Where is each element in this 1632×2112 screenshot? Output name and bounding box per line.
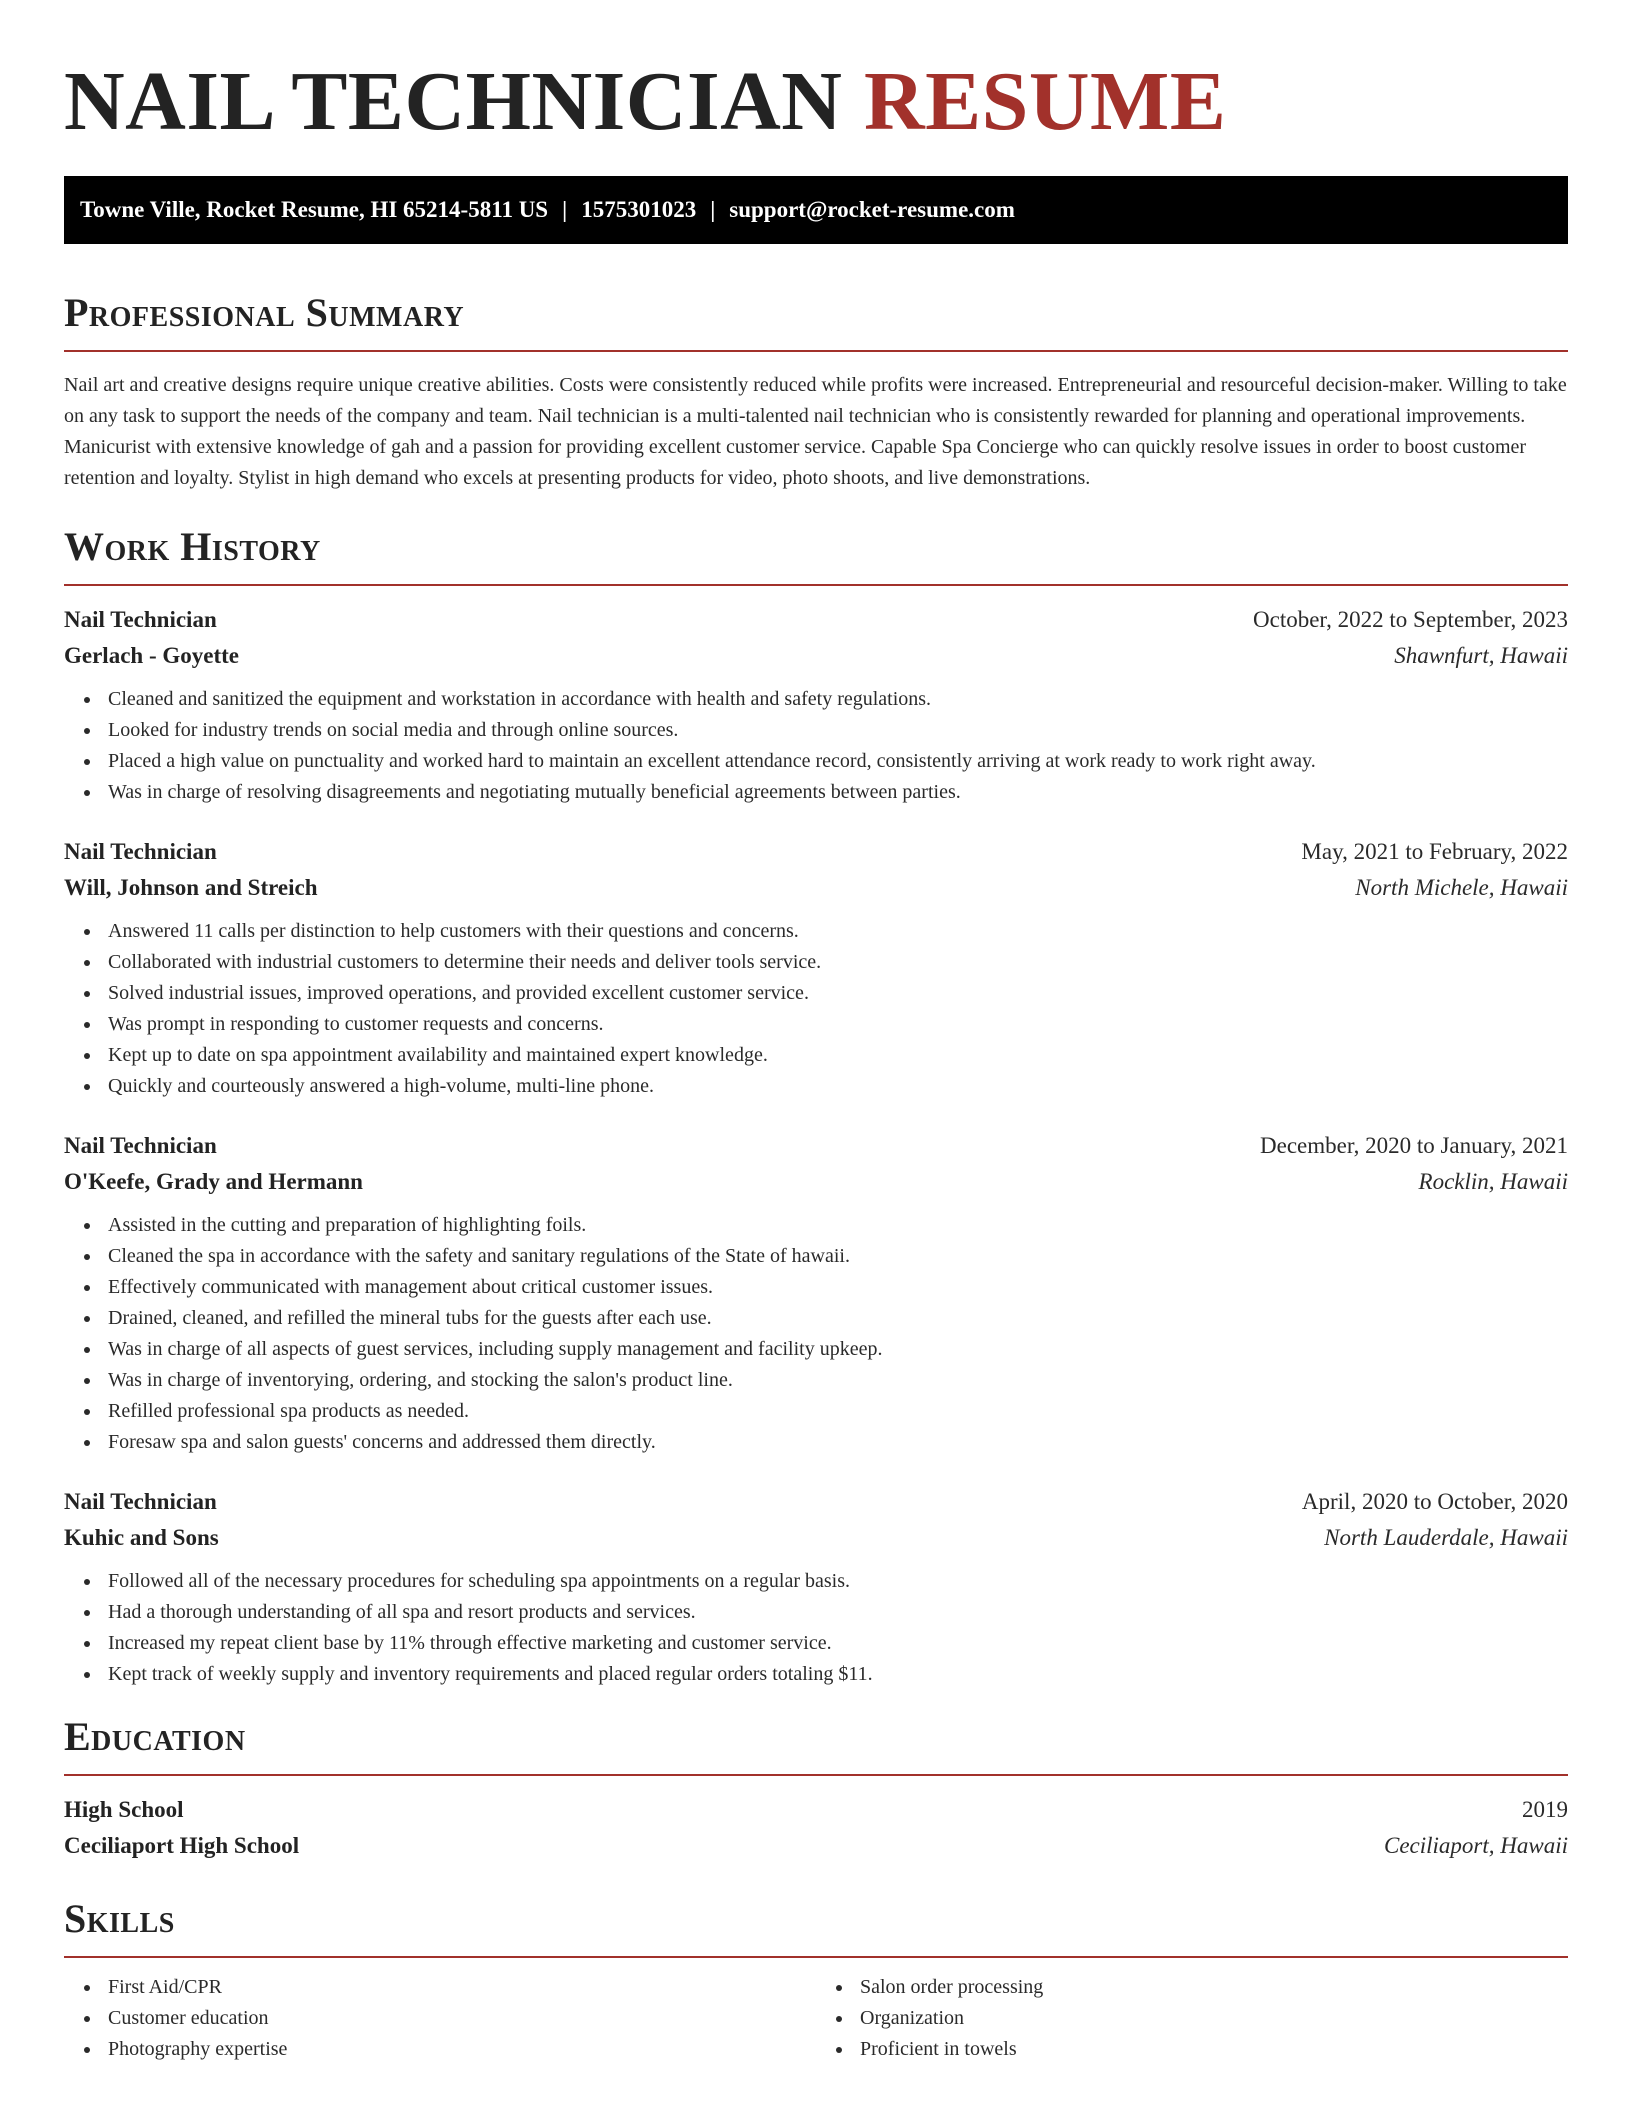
education-section	[64, 1712, 1568, 1864]
job-company-row	[64, 870, 1568, 906]
job-title: Nail Technician	[64, 607, 217, 632]
summary-section	[64, 288, 1568, 494]
skill-item: First Aid/CPR	[108, 1972, 816, 2003]
job-company-row	[64, 638, 1568, 674]
job-dates: May, 2021 to February, 2022	[1301, 839, 1568, 864]
job-entry	[64, 602, 1568, 808]
job-title: Nail Technician	[64, 1489, 217, 1514]
work-history-section	[64, 522, 1568, 1690]
job-company: Will, Johnson and Streich	[64, 875, 318, 900]
skill-item: Proficient in towels	[860, 2034, 1568, 2065]
education-degree: High School	[64, 1797, 184, 1822]
resume-title	[64, 0, 1568, 152]
job-title: Nail Technician	[64, 839, 217, 864]
job-company: O'Keefe, Grady and Hermann	[64, 1169, 363, 1194]
skills-list-left	[64, 1972, 816, 2065]
job-dates: December, 2020 to January, 2021	[1260, 1133, 1568, 1158]
job-duty-item: Foresaw spa and salon guests' concerns and addressed them directly.	[108, 1427, 1568, 1458]
contact-separator: |	[710, 197, 716, 222]
job-duty-item: Effectively communicated with management about critical customer issues.	[108, 1272, 1568, 1303]
job-duty-item: Looked for industry trends on social media and through online sources.	[108, 715, 1568, 746]
job-entry	[64, 1128, 1568, 1458]
title-main: NAIL TECHNICIAN	[64, 55, 843, 148]
job-duty-item: Cleaned and sanitized the equipment and workstation in accordance with health and safety regulations.	[108, 684, 1568, 715]
job-company-row	[64, 1164, 1568, 1200]
section-divider	[64, 584, 1568, 586]
job-duty-item: Cleaned the spa in accordance with the safety and sanitary regulations of the State of hawaii.	[108, 1241, 1568, 1272]
job-list	[64, 602, 1568, 1690]
section-divider	[64, 1956, 1568, 1958]
contact-bar	[64, 176, 1568, 244]
education-row	[64, 1828, 1568, 1864]
skills-heading: Skills	[64, 1896, 175, 1941]
skills-grid	[64, 1972, 1568, 2065]
job-location: North Lauderdale, Hawaii	[1324, 1525, 1568, 1550]
job-duties-list	[64, 1566, 1568, 1690]
job-duties-list	[64, 916, 1568, 1102]
education-location: Ceciliaport, Hawaii	[1384, 1833, 1568, 1858]
education-year: 2019	[1522, 1797, 1568, 1822]
job-header-row	[64, 1484, 1568, 1520]
skills-column-left	[64, 1972, 816, 2065]
contact-phone: 1575301023	[581, 197, 697, 222]
job-duty-item: Refilled professional spa products as needed.	[108, 1396, 1568, 1427]
job-duty-item: Kept track of weekly supply and inventory requirements and placed regular orders totaling $11.	[108, 1659, 1568, 1690]
job-duty-item: Quickly and courteously answered a high-volume, multi-line phone.	[108, 1071, 1568, 1102]
job-duty-item: Was prompt in responding to customer requests and concerns.	[108, 1009, 1568, 1040]
job-duty-item: Placed a high value on punctuality and worked hard to maintain an excellent attendance record, consistently arriving at work ready to work right away.	[108, 746, 1568, 777]
job-duty-item: Solved industrial issues, improved operations, and provided excellent customer service.	[108, 978, 1568, 1009]
job-company-row	[64, 1520, 1568, 1556]
skill-item: Customer education	[108, 2003, 816, 2034]
job-dates: April, 2020 to October, 2020	[1301, 1489, 1568, 1514]
job-entry	[64, 834, 1568, 1102]
summary-text: Nail art and creative designs require unique creative abilities. Costs were consistently reduced while profits were increased. Entrepreneurial and resourceful decision-maker. Willing to take on any task to support the needs of the company and team. Nail technician is a multi-talented nail technician who is consistently rewarded for planning and operational improvements. Manicurist with extensive knowledge of gah and a passion for providing excellent customer service. Capable Spa Concierge who can quickly resolve issues in order to boost customer retention and loyalty. Stylist in high demand who excels at presenting products for video, photo shoots, and live demonstrations.	[64, 374, 1567, 489]
skill-item: Salon order processing	[860, 1972, 1568, 2003]
section-divider	[64, 350, 1568, 352]
work-history-heading: Work History	[64, 524, 321, 569]
job-company: Gerlach - Goyette	[64, 643, 239, 668]
contact-address: Towne Ville, Rocket Resume, HI 65214-5811 US	[80, 197, 549, 222]
job-duty-item: Was in charge of inventorying, ordering, and stocking the salon's product line.	[108, 1365, 1568, 1396]
skill-item: Organization	[860, 2003, 1568, 2034]
skills-list-right	[816, 1972, 1568, 2065]
education-entry	[64, 1792, 1568, 1864]
job-duty-item: Was in charge of all aspects of guest services, including supply management and facility upkeep.	[108, 1334, 1568, 1365]
job-duty-item: Kept up to date on spa appointment availability and maintained expert knowledge.	[108, 1040, 1568, 1071]
job-location: Shawnfurt, Hawaii	[1394, 643, 1568, 668]
contact-separator: |	[562, 197, 568, 222]
job-duty-item: Answered 11 calls per distinction to help customers with their questions and concerns.	[108, 916, 1568, 947]
summary-heading: Professional Summary	[64, 290, 465, 335]
job-header-row	[64, 834, 1568, 870]
skill-item: Photography expertise	[108, 2034, 816, 2065]
title-accent: RESUME	[863, 55, 1227, 148]
section-divider	[64, 1774, 1568, 1776]
education-row	[64, 1792, 1568, 1828]
job-duty-item: Collaborated with industrial customers to determine their needs and deliver tools service.	[108, 947, 1568, 978]
job-duty-item: Was in charge of resolving disagreements and negotiating mutually beneficial agreements between parties.	[108, 777, 1568, 808]
job-title: Nail Technician	[64, 1133, 217, 1158]
skills-section	[64, 1894, 1568, 2065]
job-duty-item: Drained, cleaned, and refilled the mineral tubs for the guests after each use.	[108, 1303, 1568, 1334]
job-duty-item: Followed all of the necessary procedures for scheduling spa appointments on a regular basis.	[108, 1566, 1568, 1597]
job-location: North Michele, Hawaii	[1355, 875, 1568, 900]
job-dates: October, 2022 to September, 2023	[1253, 607, 1568, 632]
education-heading: Education	[64, 1714, 246, 1759]
job-duty-item: Assisted in the cutting and preparation of highlighting foils.	[108, 1210, 1568, 1241]
job-entry	[64, 1484, 1568, 1690]
job-duty-item: Increased my repeat client base by 11% through effective marketing and customer service.	[108, 1628, 1568, 1659]
education-school: Ceciliaport High School	[64, 1833, 300, 1858]
job-duty-item: Had a thorough understanding of all spa and resort products and services.	[108, 1597, 1568, 1628]
job-location: Rocklin, Hawaii	[1418, 1169, 1568, 1194]
job-duties-list	[64, 1210, 1568, 1458]
skills-column-right	[816, 1972, 1568, 2065]
job-duties-list	[64, 684, 1568, 808]
job-header-row	[64, 1128, 1568, 1164]
contact-email: support@rocket-resume.com	[729, 197, 1015, 222]
job-header-row	[64, 602, 1568, 638]
job-company: Kuhic and Sons	[64, 1525, 219, 1550]
